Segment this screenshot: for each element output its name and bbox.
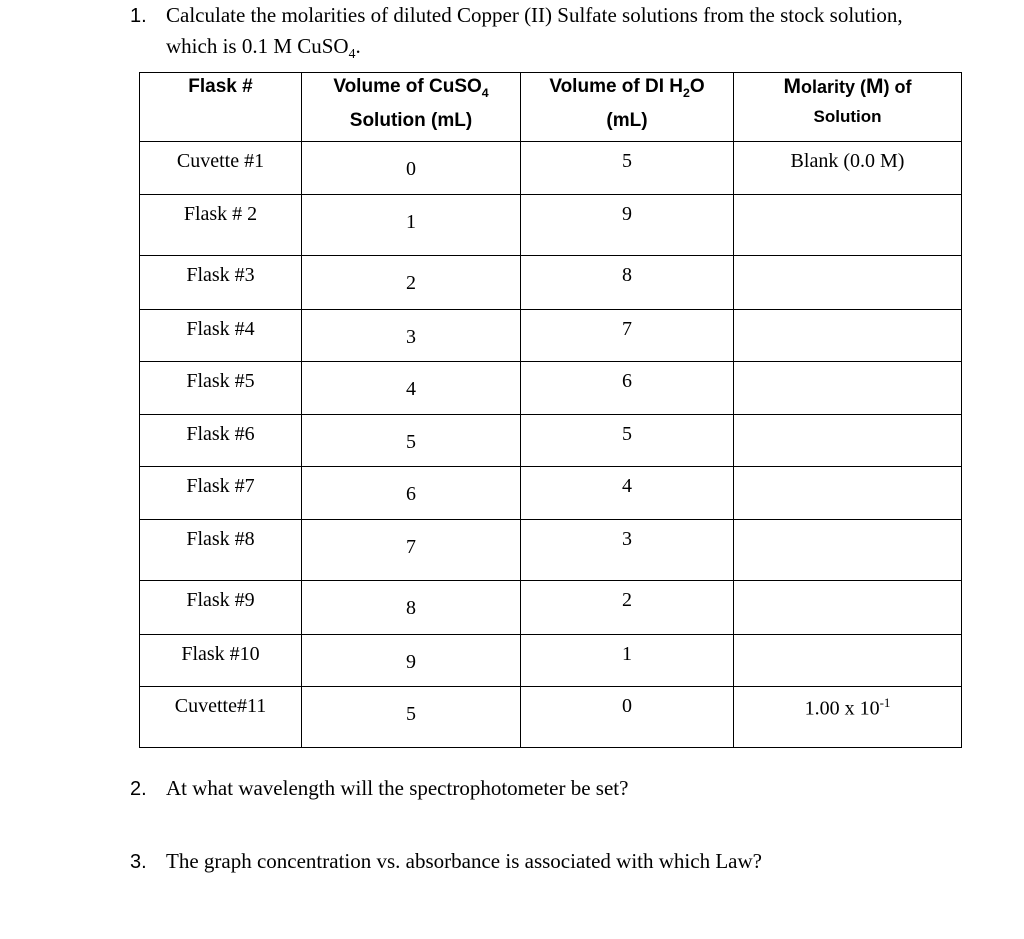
cell-flask: Cuvette#11	[140, 687, 302, 748]
cell-flask: Flask #7	[140, 467, 302, 520]
cell-cuso4-volume: 4	[302, 362, 521, 415]
cell-cuso4-volume: 5	[302, 415, 521, 467]
header-volume-cuso4: Volume of CuSO$_4$ Solution (mL)	[302, 73, 521, 142]
cell-water-volume: 5	[521, 142, 734, 195]
table-row	[140, 687, 962, 748]
cell-cuso4-volume: 1	[302, 195, 521, 256]
cell-flask: Flask #6	[140, 415, 302, 467]
question-1-text-line1: Calculate the molarities of diluted Copper (II) Sulfate solutions from the stock solution,	[166, 3, 903, 27]
question-2-text: At what wavelength will the spectrophotometer be set?	[166, 776, 629, 800]
table-row	[140, 635, 962, 687]
question-1-text-line2: which is 0.1 M CuSO$_4$.	[166, 34, 361, 62]
question-1	[130, 0, 903, 31]
cell-flask: Flask #9	[140, 581, 302, 635]
cell-cuso4-volume: 2	[302, 256, 521, 310]
cell-water-volume: 0	[521, 687, 734, 748]
cell-cuso4-volume: 5	[302, 687, 521, 748]
table-row	[140, 142, 962, 195]
cell-water-volume: 4	[521, 467, 734, 520]
cell-flask: Flask # 2	[140, 195, 302, 256]
cell-water-volume: 7	[521, 310, 734, 362]
header-volume-water: Volume of DI $H_2O$ (mL)	[521, 73, 734, 142]
cell-molarity	[734, 310, 962, 362]
cell-cuso4-volume: 8	[302, 581, 521, 635]
cell-molarity: Blank (0.0 M)	[734, 142, 962, 195]
cell-molarity	[734, 256, 962, 310]
cell-molarity	[734, 635, 962, 687]
cell-water-volume: 3	[521, 520, 734, 581]
cell-molarity	[734, 195, 962, 256]
cell-cuso4-volume: 0	[302, 142, 521, 195]
header-molarity: Molarity (M) of Solution	[734, 73, 962, 142]
cell-molarity	[734, 415, 962, 467]
cell-molarity	[734, 581, 962, 635]
cell-flask: Flask #10	[140, 635, 302, 687]
cell-flask: Flask #5	[140, 362, 302, 415]
cell-water-volume: 5	[521, 415, 734, 467]
header-flask: Flask #	[140, 73, 302, 142]
table-row	[140, 467, 962, 520]
dilution-table	[139, 72, 962, 748]
table-row	[140, 256, 962, 310]
table-row	[140, 310, 962, 362]
question-3	[130, 846, 762, 877]
cell-molarity	[734, 467, 962, 520]
question-1-number: 1.	[130, 5, 147, 27]
cell-water-volume: 9	[521, 195, 734, 256]
cell-cuso4-volume: 6	[302, 467, 521, 520]
cell-flask: Flask #4	[140, 310, 302, 362]
cell-molarity: 1.00 x $10^{-1}$	[734, 687, 962, 748]
cell-flask: Cuvette #1	[140, 142, 302, 195]
table-row	[140, 520, 962, 581]
cell-molarity	[734, 362, 962, 415]
question-3-text: The graph concentration vs. absorbance is associated with which Law?	[166, 849, 762, 873]
cell-flask: Flask #8	[140, 520, 302, 581]
table-row	[140, 362, 962, 415]
cell-water-volume: 8	[521, 256, 734, 310]
table-row	[140, 415, 962, 467]
table-row	[140, 581, 962, 635]
cell-flask: Flask #3	[140, 256, 302, 310]
cell-cuso4-volume: 7	[302, 520, 521, 581]
table-row	[140, 195, 962, 256]
question-2-number: 2.	[130, 778, 147, 800]
cell-cuso4-volume: 3	[302, 310, 521, 362]
cell-water-volume: 2	[521, 581, 734, 635]
cell-molarity	[734, 520, 962, 581]
cell-water-volume: 6	[521, 362, 734, 415]
cell-water-volume: 1	[521, 635, 734, 687]
question-2	[130, 773, 628, 804]
question-3-number: 3.	[130, 851, 147, 873]
cell-cuso4-volume: 9	[302, 635, 521, 687]
